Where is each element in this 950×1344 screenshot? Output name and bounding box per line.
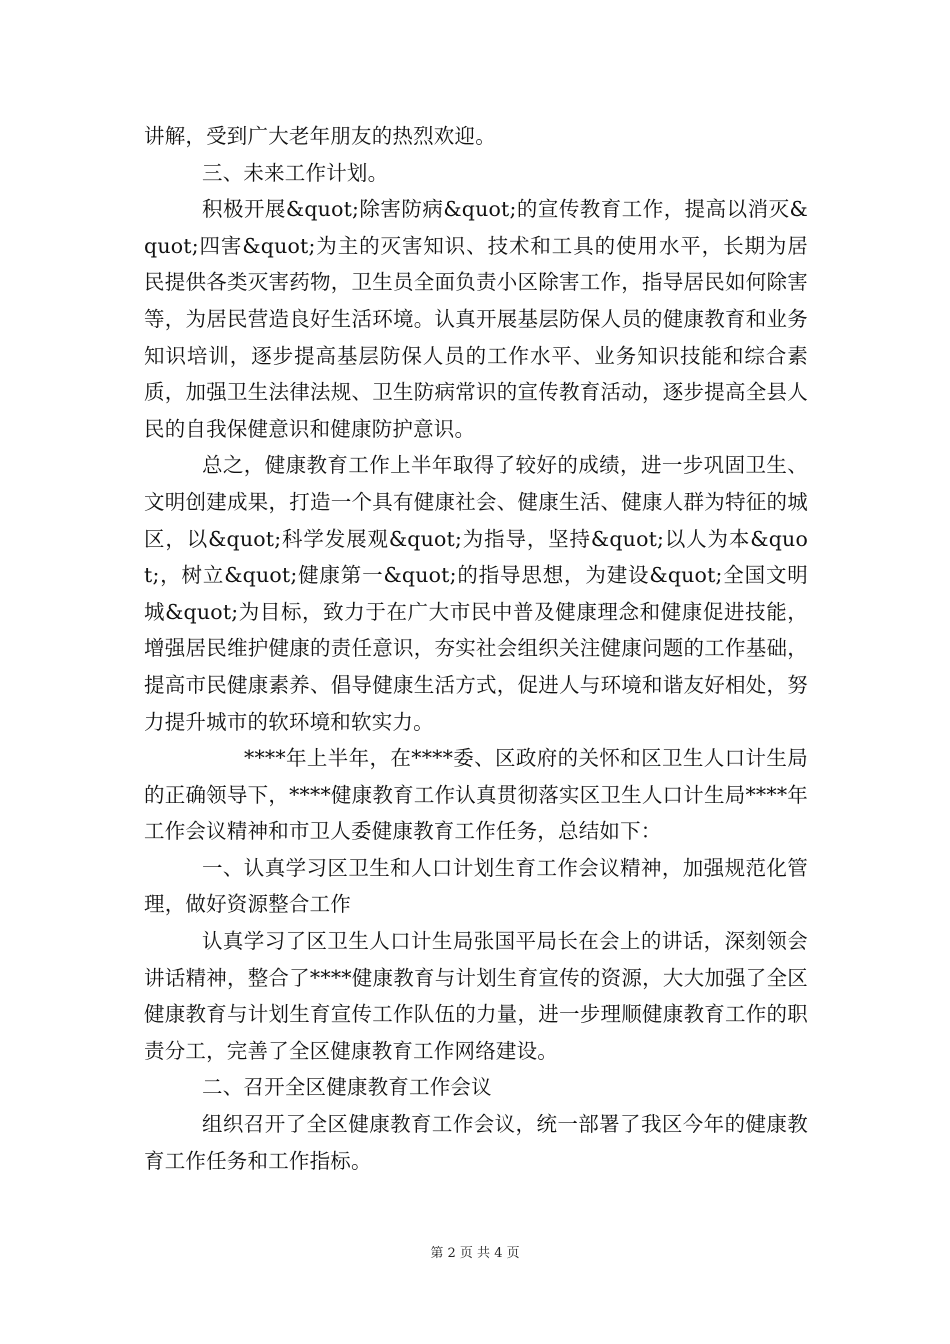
paragraph-pest-control: 积极开展&quot;除害防病&quot;的宣传教育工作，提高以消灭&quot;四害&quot;为主的灭害知识、技术和工具的使用水平，长期为居民提供各类灭害药物，卫生员全面负责小区除害工作，指导居民如何除害等，为居民营造良好生活环境。认真开展基层防保人员的健康教育和业务知识培训，逐步提高基层防保人员的工作水平、业务知识技能和综合素质，加强卫生法律法规、卫生防病常识的宣传教育活动，逐步提高全县人民的自我保健意识和健康防护意识。	[144, 197, 808, 441]
paragraph-half-year-intro: ****年上半年，在****委、区政府的关怀和区卫生人口计生局的正确领导下，****健康教育工作认真贯彻落实区卫生人口计生局****年工作会议精神和市卫人委健康教育工作任务，总结如下：	[144, 746, 808, 844]
paragraph-continuation: 讲解，受到广大老年朋友的热烈欢迎。	[144, 124, 496, 148]
page-number-footer: 第 2 页 共 4 页	[430, 1246, 520, 1261]
section-heading-future-plan: 三、未来工作计划。	[202, 160, 389, 185]
paragraph-study-speech: 认真学习了区卫生人口计生局张国平局长在会上的讲话，深刻领会讲话精神，整合了****健康教育与计划生育宣传的资源，大大加强了全区健康教育与计划生育宣传工作队伍的力量，进一步理顺健康教育工作的职责分工，完善了全区健康教育工作网络建设。	[144, 929, 808, 1063]
document-body	[144, 118, 808, 1179]
section-heading-hold-meeting: 二、召开全区健康教育工作会议	[202, 1075, 492, 1100]
paragraph-meeting-organized: 组织召开了全区健康教育工作会议，统一部署了我区今年的健康教育工作任务和工作指标。	[144, 1112, 808, 1173]
section-heading-study-meeting: 一、认真学习区卫生和人口计划生育工作会议精神，加强规范化管理，做好资源整合工作	[144, 855, 808, 917]
paragraph-summary: 总之，健康教育工作上半年取得了较好的成绩，进一步巩固卫生、文明创建成果，打造一个具有健康社会、健康生活、健康人群为特征的城区，以&quot;科学发展观&quot;为指导，坚持&quot;以人为本&quot;，树立&quot;健康第一&quot;的指导思想，为建设&quot;全国文明城&quot;为目标，致力于在广大市民中普及健康理念和健康促进技能，增强居民维护健康的责任意识，夯实社会组织关注健康问题的工作基础，提高市民健康素养、倡导健康生活方式，促进人与环境和谐友好相处，努力提升城市的软环境和软实力。	[144, 453, 808, 734]
